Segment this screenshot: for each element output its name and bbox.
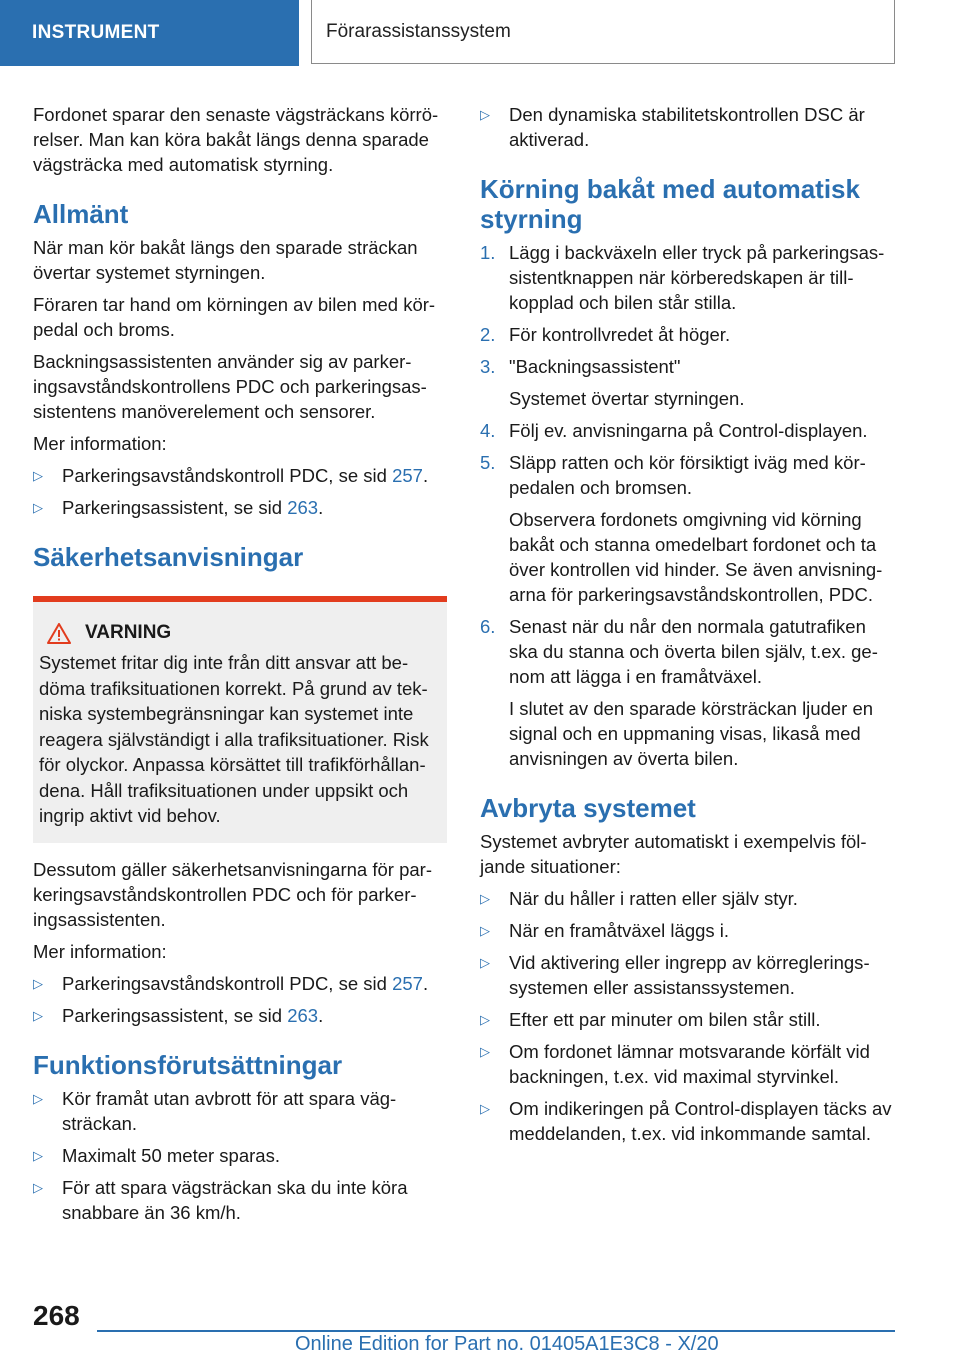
warning-text: Systemet fritar dig inte från ditt ansvar att bedöma trafiksituationen korrekt. På grund av tekniska systembegränsningar kan systemet inte reagera självständigt i alla trafiksituationer. Risk för olyckor. Anpassa körsättet till trafikförhållandena. Håll trafiksituationen under uppsikt och ingrip aktivt vid behov. — [39, 652, 429, 826]
list-item: ▷ Om fordonet lämnar motsvarande körfält vid backningen, t.ex. vid maximal styrvinkel. — [480, 1041, 870, 1087]
triangle-bullet-icon: ▷ — [480, 923, 490, 938]
triangle-bullet-icon: ▷ — [480, 1012, 490, 1027]
page-header — [0, 0, 960, 66]
list-item: ▷ Vid aktivering eller ingrepp av körregleringssystemen eller assistanssystemen. — [480, 952, 870, 998]
triangle-bullet-icon: ▷ — [33, 1090, 43, 1106]
general-p1: När man kör bakåt längs den sparade sträckan övertar systemet styrningen. — [33, 237, 418, 283]
page-number: 268 — [33, 1300, 80, 1331]
list-item: ▷ När du håller i ratten eller själv styr. — [480, 888, 798, 909]
triangle-bullet-icon: ▷ — [480, 1044, 490, 1059]
page-link[interactable]: 263 — [287, 1004, 319, 1026]
page-link[interactable]: 263 — [287, 497, 319, 518]
triangle-bullet-icon: ▷ — [33, 1007, 43, 1023]
warning-triangle-icon — [47, 623, 71, 644]
heading-cancel-system: Avbryta systemet — [480, 793, 696, 823]
list-item: ▷ Den dynamiska stabilitetskontrollen DSC är aktiverad. — [480, 104, 865, 150]
list-item: ▷ När en framåtväxel läggs i. — [480, 920, 730, 941]
triangle-bullet-icon: ▷ — [480, 955, 490, 970]
general-reference-list — [33, 463, 447, 520]
list-item: ▷ För att spara vägsträckan ska du inte köra snabbare än 36 km/h. — [33, 1176, 408, 1223]
edition-text: Online Edition for Part no. 01405A1E3C8 - X/20 — [295, 1333, 719, 1355]
general-p3: Backningsassistenten använder sig av parkeringsavståndskontrollens PDC och parkeringsassistentens manöverelement och sensorer. — [33, 351, 427, 422]
step-note: Systemet övertar styrningen. — [509, 388, 745, 409]
triangle-bullet-icon: ▷ — [33, 1147, 43, 1163]
triangle-bullet-icon: ▷ — [480, 891, 490, 906]
step-note: Observera fordonets omgivning vid körning bakåt och stanna omedelbart fordonet och ta över kontrollen vid hinder. Se även anvisningarna för parkeringsavståndskontrollen, PDC. — [509, 509, 883, 605]
step-item: 2. För kontrollvredet åt höger. — [480, 324, 731, 345]
list-item: ▷ Efter ett par minuter om bilen står still. — [480, 1009, 821, 1030]
safety-more-info: Mer information: — [33, 940, 167, 962]
cancel-list — [480, 886, 892, 1146]
page-link[interactable]: 257 — [392, 972, 423, 994]
general-more-info: Mer information: — [33, 433, 167, 454]
step-item: 5. Släpp ratten och kör försiktigt iväg med körpedalen och bromsen. Observera fordonets omgivning vid körning bakåt och stanna omedelbart fordonet och ta över kontrollen vid hinder. Se även anvisningarna för parkeringsavståndskontrollen, PDC. — [480, 450, 892, 607]
safety-p1: Dessutom gäller säkerhetsanvisningarna för parkeringsavståndskontrollen PDC och för parkeringsassistenten. — [33, 858, 432, 930]
list-item: ▷ Parkeringsassistent, se sid 263. — [33, 497, 324, 518]
heading-general: Allmänt — [33, 199, 129, 229]
warning-box — [33, 596, 447, 843]
step-item: 6. Senast när du når den normala gatutrafiken ska du stanna och överta bilen själv, t.ex. genom att lägga i en framåtväxel. I slutet av den sparade körsträckan ljuder en signal och en uppmaning visas, likaså med anvisningen av överta bilen. — [480, 614, 892, 771]
triangle-bullet-icon: ▷ — [33, 1179, 43, 1195]
list-item: ▷ Om indikeringen på Control-displayen täcks av meddelanden, t.ex. vid inkommande samtal. — [480, 1098, 892, 1144]
heading-prerequisites: Funktionsförutsättningar — [33, 1049, 343, 1080]
prerequisite-list-continued — [480, 102, 892, 152]
left-column — [33, 102, 447, 1232]
list-item: ▷ Parkeringsavståndskontroll PDC, se sid 257. — [33, 972, 429, 994]
chapter-tab: Förarassistanssystem — [311, 0, 895, 64]
heading-safety: Säkerhetsanvisningar — [33, 542, 304, 572]
prerequisite-list — [33, 1086, 447, 1225]
triangle-bullet-icon: ▷ — [33, 975, 43, 991]
page-link[interactable]: 257 — [392, 465, 423, 486]
intro-paragraph: Fordonet sparar den senaste vägsträckans körrörelser. Man kan köra bakåt längs denna sparade vägsträcka med automatisk styrning. — [33, 104, 439, 175]
step-note: I slutet av den sparade körsträckan ljuder en signal och en uppmaning visas, likaså med anvisningen av överta bilen. — [509, 698, 874, 769]
step-list — [480, 240, 892, 771]
footer-divider — [97, 1330, 895, 1332]
heading-reverse-driving: Körning bakåt med automatisk styrning — [480, 174, 860, 234]
triangle-bullet-icon: ▷ — [33, 500, 43, 515]
triangle-bullet-icon: ▷ — [480, 1101, 490, 1116]
safety-reference-list — [33, 971, 447, 1028]
right-column — [480, 102, 892, 1153]
warning-title: VARNING — [39, 622, 441, 644]
list-item: ▷ Maximalt 50 meter sparas. — [33, 1144, 280, 1166]
step-item: 4. Följ ev. anvisningarna på Control-displayen. — [480, 420, 868, 441]
triangle-bullet-icon: ▷ — [33, 468, 43, 483]
step-item: 1. Lägg i backväxeln eller tryck på parkeringsassistentknappen när körberedskapen är tillkopplad och bilen står stilla. — [480, 242, 885, 313]
cancel-p1: Systemet avbryter automatiskt i exempelvis följande situationer: — [480, 831, 867, 877]
triangle-bullet-icon: ▷ — [480, 107, 490, 122]
list-item: ▷ Kör framåt utan avbrott för att spara vägsträckan. — [33, 1087, 397, 1134]
list-item: ▷ Parkeringsassistent, se sid 263. — [33, 1004, 324, 1026]
section-tab: INSTRUMENT — [0, 0, 299, 66]
general-p2: Föraren tar hand om körningen av bilen med körpedal och broms. — [33, 294, 436, 340]
list-item: ▷ Parkeringsavståndskontroll PDC, se sid 257. — [33, 465, 429, 486]
step-item: 3. "Backningsassistent" Systemet övertar styrningen. — [480, 354, 892, 411]
